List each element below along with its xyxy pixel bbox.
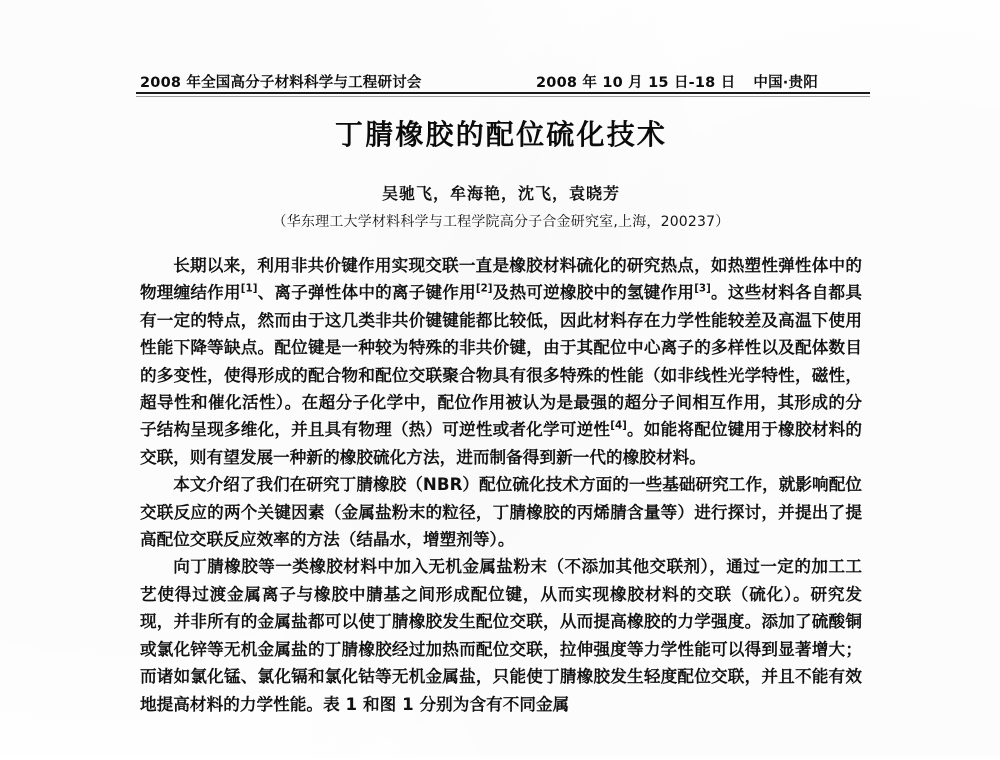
body-paragraph: 本文介绍了我们在研究丁腈橡胶（NBR）配位硫化技术方面的一些基础研究工作，就影响配位交联反应的两个关键因素（金属盐粉末的粒径，丁腈橡胶的丙烯腈含量等）进行探讨，并提出了提高配位交联反应效率的方法（结晶水，增塑剂等）。 [140, 475, 862, 550]
page-title: 丁腈橡胶的配位硫化技术 [334, 118, 668, 151]
running-header-date-place [536, 76, 818, 91]
page-content-column [140, 0, 862, 760]
running-header-date: 2008 年 10 月 15 日-18 日 [536, 74, 736, 91]
reference-marker: [4] [610, 419, 627, 432]
body-paragraph: 长期以来，利用非共价键作用实现交联一直是橡胶材料硫化的研究热点，如热塑性弹性体中的物理缠结作用[1]、离子弹性体中的离子键作用[2]及热可逆橡胶中的氢键作用[3]。这些材料各自都具有一定的特点，然而由于这几类非共价键键能都比较低，因此材料存在力学性能较差及高温下使用性能下降等缺点。配位键是一种较为特殊的非共价键，由于其配位中心离子的多样性以及配体数目的多变性，使得形成的配合物和配位交联聚合物具有很多特殊的性能（如非线性光学特性，磁性，超导性和催化活性）。在超分子化学中，配位作用被认为是最强的超分子间相互作用，其形成的分子结构呈现多维化，并且具有物理（热）可逆性或者化学可逆性[4]。如能将配位键用于橡胶材料的交联，则有望发展一种新的橡胶硫化方法，进而制备得到新一代的橡胶材料。 [140, 256, 863, 467]
running-header [140, 66, 862, 90]
running-header-place: 中国·贵阳 [753, 74, 818, 91]
reference-marker: [2] [475, 282, 493, 295]
header-rule [136, 92, 870, 94]
reference-marker: [1] [240, 282, 258, 295]
running-header-conference-name: 2008 年全国高分子材料科学与工程研讨会 [140, 74, 422, 91]
header-rule-secondary [136, 96, 870, 97]
body-paragraph: 向丁腈橡胶等一类橡胶材料中加入无机金属盐粉末（不添加其他交联剂），通过一定的加工工艺使得过渡金属离子与橡胶中腈基之间形成配位键，从而实现橡胶材料的交联（硫化）。研究发现，并非所有的金属盐都可以使丁腈橡胶发生配位交联，从而提高橡胶的力学强度。添加了硫酸铜或氯化锌等无机金属盐的丁腈橡胶经过加热而配位交联，拉伸强度等力学性能可以得到显著增大；而诸如氯化锰、氯化镉和氯化钴等无机金属盐，只能使丁腈橡胶发生轻度配位交联，并且不能有效地提高材料的力学性能。表 1 和图 1 分别为含有不同金属 [140, 557, 862, 714]
reference-marker: [3] [694, 282, 711, 295]
author-list: 吴驰飞，牟海艳，沈飞，袁晓芳 [381, 184, 620, 203]
author-affiliation: （华东理工大学材料科学与工程学院高分子合金研究室,上海，200237） [272, 214, 730, 230]
body-text [140, 252, 862, 718]
